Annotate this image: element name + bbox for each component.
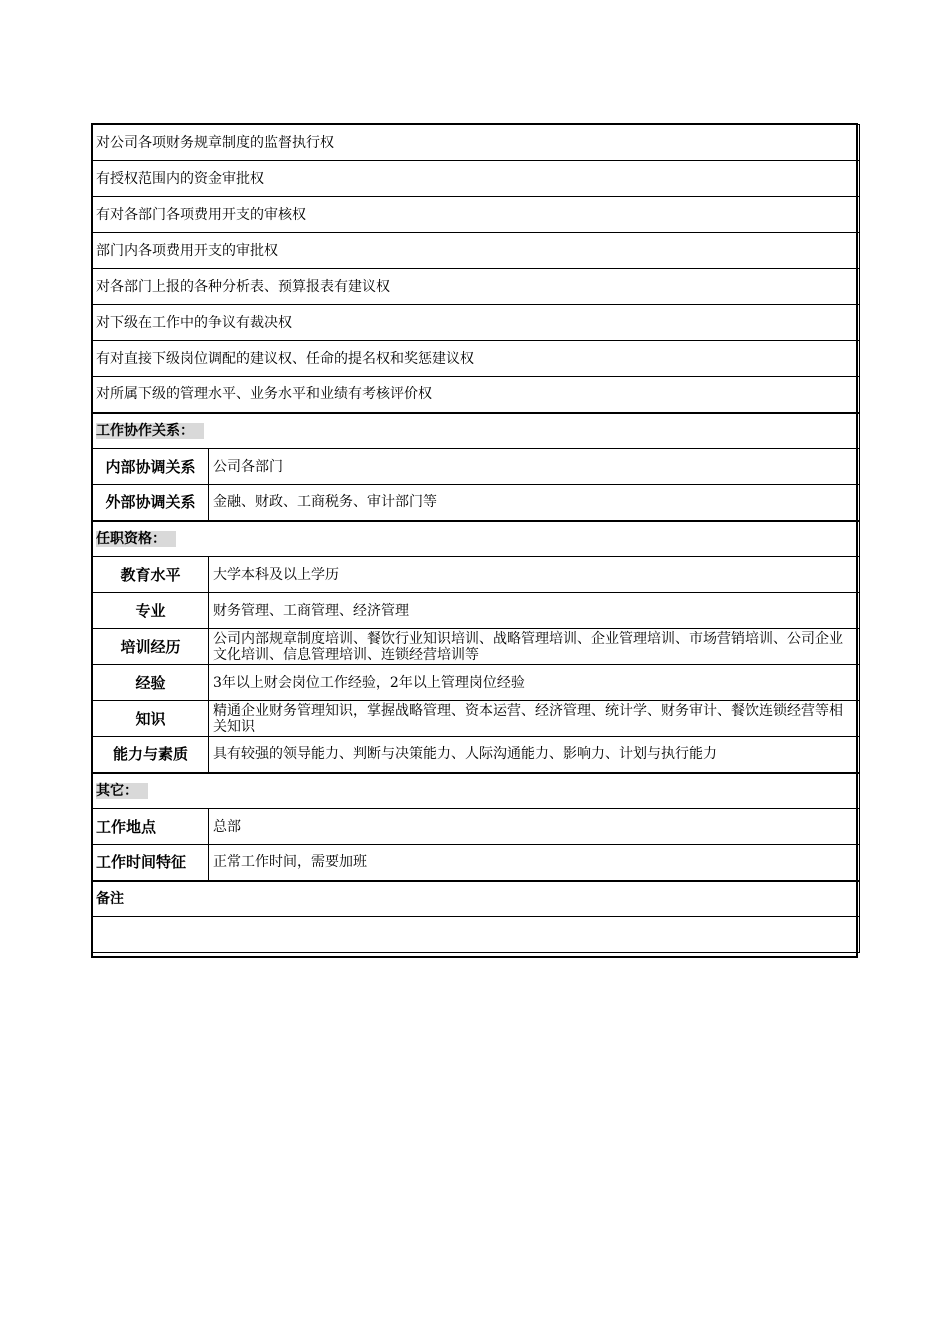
experience-label: 经验 — [93, 665, 209, 701]
authority-item: 有对直接下级岗位调配的建议权、任命的提名权和奖惩建议权 — [93, 341, 860, 377]
external-coordination-value: 金融、财政、工商税务、审计部门等 — [209, 485, 860, 521]
external-coordination-row — [93, 485, 860, 521]
remarks-title: 备注 — [93, 881, 860, 917]
cooperation-title: 工作协作关系： — [96, 423, 204, 439]
authority-item: 对下级在工作中的争议有裁决权 — [93, 305, 860, 341]
experience-value: 3年以上财会岗位工作经验，2年以上管理岗位经验 — [209, 665, 860, 701]
education-value: 大学本科及以上学历 — [209, 557, 860, 593]
cooperation-section-header — [93, 413, 860, 449]
qualifications-section-header — [93, 521, 860, 557]
job-description-table — [92, 124, 860, 953]
authority-item: 有授权范围内的资金审批权 — [93, 161, 860, 197]
internal-coordination-value: 公司各部门 — [209, 449, 860, 485]
internal-coordination-label: 内部协调关系 — [93, 449, 209, 485]
authority-item: 对各部门上报的各种分析表、预算报表有建议权 — [93, 269, 860, 305]
authority-row — [93, 197, 860, 233]
other-title: 其它： — [96, 783, 148, 799]
major-value: 财务管理、工商管理、经济管理 — [209, 593, 860, 629]
authority-row — [93, 233, 860, 269]
remarks-row — [93, 917, 860, 953]
knowledge-value: 精通企业财务管理知识，掌握战略管理、资本运营、经济管理、统计学、财务审计、餐饮连锁经营等相关知识 — [209, 701, 860, 737]
authority-item: 部门内各项费用开支的审批权 — [93, 233, 860, 269]
major-label: 专业 — [93, 593, 209, 629]
experience-row — [93, 665, 860, 701]
other-section-header — [93, 773, 860, 809]
education-label: 教育水平 — [93, 557, 209, 593]
authority-row — [93, 377, 860, 413]
ability-value: 具有较强的领导能力、判断与决策能力、人际沟通能力、影响力、计划与执行能力 — [209, 737, 860, 773]
work-location-label: 工作地点 — [93, 809, 209, 845]
qualifications-title: 任职资格： — [96, 531, 176, 547]
authority-row — [93, 305, 860, 341]
authority-row — [93, 269, 860, 305]
remarks-value — [93, 917, 860, 953]
knowledge-label: 知识 — [93, 701, 209, 737]
training-value: 公司内部规章制度培训、餐饮行业知识培训、战略管理培训、企业管理培训、市场营销培训、公司企业文化培训、信息管理培训、连锁经营培训等 — [209, 629, 860, 665]
education-row — [93, 557, 860, 593]
authority-item: 对公司各项财务规章制度的监督执行权 — [93, 125, 860, 161]
ability-label: 能力与素质 — [93, 737, 209, 773]
work-location-value: 总部 — [209, 809, 860, 845]
authority-item: 对所属下级的管理水平、业务水平和业绩有考核评价权 — [93, 377, 860, 413]
work-time-value: 正常工作时间，需要加班 — [209, 845, 860, 881]
knowledge-row — [93, 701, 860, 737]
training-label: 培训经历 — [93, 629, 209, 665]
authority-row — [93, 161, 860, 197]
authority-row — [93, 125, 860, 161]
remarks-section-header — [93, 881, 860, 917]
internal-coordination-row — [93, 449, 860, 485]
work-location-row — [93, 809, 860, 845]
ability-row — [93, 737, 860, 773]
work-time-row — [93, 845, 860, 881]
major-row — [93, 593, 860, 629]
work-time-label: 工作时间特征 — [93, 845, 209, 881]
authority-row — [93, 341, 860, 377]
authority-item: 有对各部门各项费用开支的审核权 — [93, 197, 860, 233]
external-coordination-label: 外部协调关系 — [93, 485, 209, 521]
training-row — [93, 629, 860, 665]
